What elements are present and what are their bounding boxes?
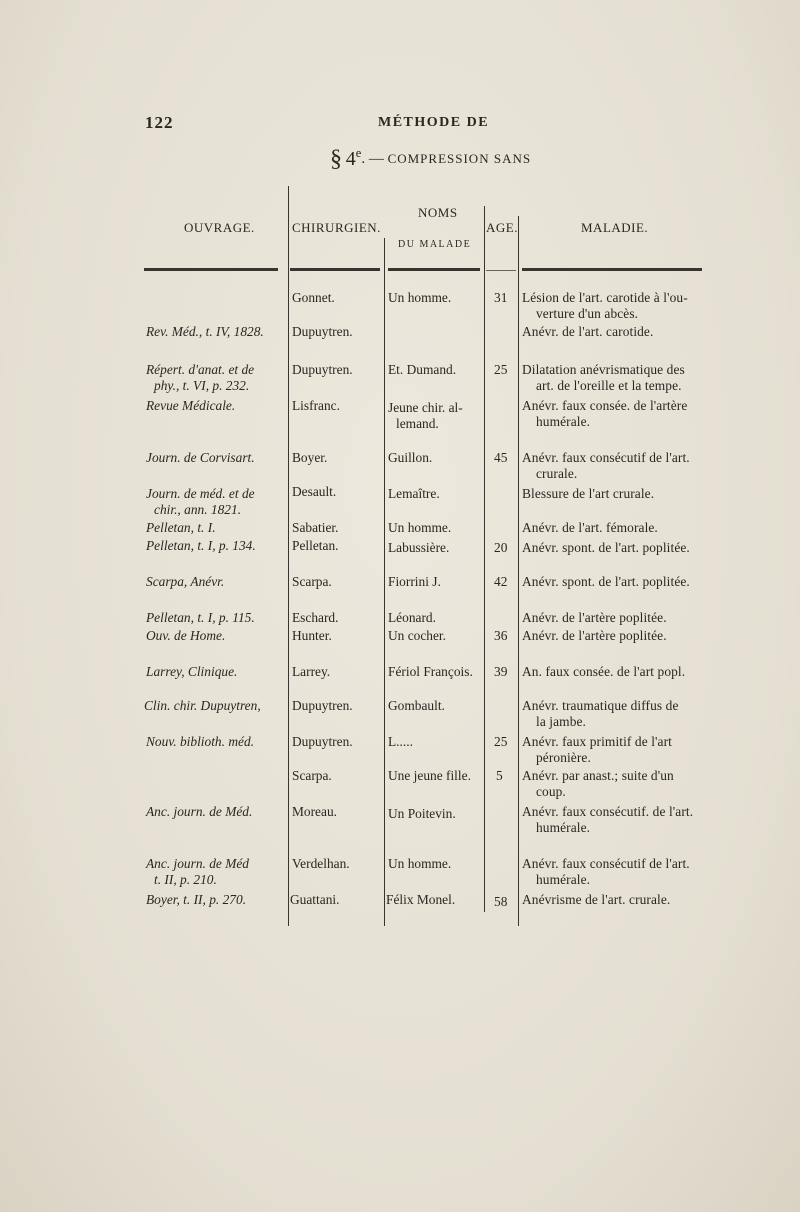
malady-cell: Blessure de l'art crurale. (522, 486, 655, 501)
surgeon-cell: Verdelhan. (292, 856, 350, 871)
age-cell: 31 (494, 290, 508, 305)
malady-line: humérale. (536, 414, 591, 429)
malady-cell: Anévrisme de l'art. crurale. (522, 892, 671, 907)
malady-cell (522, 734, 672, 766)
patient-cell: Une jeune fille. (388, 768, 471, 783)
source-line: phy., t. VI, p. 232. (154, 378, 250, 393)
age-cell: 5 (496, 768, 503, 783)
surgeon-cell: Guattani. (290, 892, 340, 907)
source-cell (146, 362, 254, 394)
source-line: t. II, p. 210. (154, 872, 217, 887)
malady-line: la jambe. (536, 714, 586, 729)
surgeon-cell: Desault. (292, 484, 337, 499)
surgeon-cell: Moreau. (292, 804, 337, 819)
source-cell: Pelletan, t. I, p. 115. (146, 610, 255, 625)
patient-cell: Un cocher. (388, 628, 447, 643)
age-cell: 36 (494, 628, 508, 643)
header-rule (522, 268, 702, 271)
surgeon-cell: Scarpa. (292, 768, 332, 783)
source-cell: Pelletan, t. I. (146, 520, 216, 535)
patient-cell: Léonard. (388, 610, 436, 625)
surgeon-cell: Dupuytren. (292, 362, 353, 377)
patient-cell: Fiorrini J. (388, 574, 441, 589)
age-cell: 42 (494, 574, 508, 589)
malady-line: humérale. (536, 820, 591, 835)
source-cell: Pelletan, t. I, p. 134. (146, 538, 256, 553)
malady-line: Anévr. par anast.; suite d'un (522, 768, 674, 783)
section-superscript: e (355, 146, 362, 160)
patient-cell: Gombault. (388, 698, 445, 713)
malady-line: crurale. (536, 466, 578, 481)
section-caption: COMPRESSION SANS (387, 151, 532, 166)
header-rule (144, 268, 278, 271)
source-line: Anc. journ. de Méd (146, 856, 250, 871)
malady-line: art. de l'oreille et la tempe. (536, 378, 682, 393)
patient-cell: Et. Dumand. (388, 362, 457, 377)
patient-line: Jeune chir. al- (388, 400, 463, 415)
patient-cell: Guillon. (388, 450, 433, 465)
source-cell (146, 486, 255, 518)
malady-line: Lésion de l'art. carotide à l'ou- (522, 290, 688, 305)
malady-line: Anévr. faux consécutif de l'art. (522, 450, 690, 465)
malady-line: Dilatation anévrismatique des (522, 362, 685, 377)
malady-cell (522, 698, 679, 730)
age-cell: 58 (494, 894, 508, 909)
source-cell (146, 856, 249, 888)
patient-cell: Un homme. (388, 520, 452, 535)
patient-cell: Fériol François. (388, 664, 473, 679)
header-rule (290, 268, 380, 271)
surgeon-cell: Gonnet. (292, 290, 335, 305)
malady-line: Anévr. faux consée. de l'artère (522, 398, 688, 413)
malady-line: coup. (536, 784, 566, 799)
malady-cell (522, 804, 693, 836)
source-cell: Nouv. biblioth. méd. (146, 734, 254, 749)
source-cell: Anc. journ. de Méd. (146, 804, 253, 819)
source-cell: Clin. chir. Dupuytren, (144, 698, 261, 713)
column-header-noms-sub: DU MALADE (398, 239, 472, 250)
surgeon-cell: Scarpa. (292, 574, 332, 589)
source-cell: Scarpa, Anévr. (146, 574, 225, 589)
malady-line: verture d'un abcès. (536, 306, 639, 321)
column-rule (384, 238, 385, 926)
malady-cell (522, 768, 674, 800)
source-cell: Larrey, Clinique. (146, 664, 238, 679)
source-line: chir., ann. 1821. (154, 502, 242, 517)
running-title: MÉTHODE DE (378, 115, 490, 130)
header-rule (486, 270, 516, 271)
surgeon-cell: Pelletan. (292, 538, 339, 553)
column-rule (484, 206, 485, 912)
malady-line: Anévr. faux consécutif de l'art. (522, 856, 690, 871)
header-rule (388, 268, 480, 271)
source-cell: Revue Médicale. (146, 398, 236, 413)
surgeon-cell: Eschard. (292, 610, 339, 625)
malady-cell: Anévr. de l'artère poplitée. (522, 610, 667, 625)
patient-cell: Félix Monel. (386, 892, 456, 907)
patient-cell: Un homme. (388, 290, 452, 305)
malady-cell (522, 450, 690, 482)
surgeon-cell: Dupuytren. (292, 734, 353, 749)
section-title (330, 146, 531, 173)
malady-cell (522, 290, 688, 322)
malady-cell: Anévr. de l'art. carotide. (522, 324, 654, 339)
source-line: Journ. de méd. et de (146, 486, 255, 501)
source-cell: Rev. Méd., t. IV, 1828. (146, 324, 264, 339)
surgeon-cell: Dupuytren. (292, 698, 353, 713)
surgeon-cell: Hunter. (292, 628, 332, 643)
patient-cell (388, 400, 463, 432)
malady-cell: Anévr. de l'art. fémorale. (522, 520, 658, 535)
malady-cell: An. faux consée. de l'art popl. (522, 664, 686, 679)
age-cell: 45 (494, 450, 508, 465)
page-number: 122 (145, 113, 174, 132)
malady-cell: Anévr. spont. de l'art. poplitée. (522, 540, 690, 555)
malady-line: humérale. (536, 872, 591, 887)
column-rule (518, 216, 519, 926)
malady-cell (522, 362, 685, 394)
column-header-age: AGE. (486, 220, 518, 235)
source-cell: Ouv. de Home. (146, 628, 226, 643)
age-cell: 20 (494, 540, 508, 555)
patient-cell: Un homme. (388, 856, 452, 871)
surgeon-cell: Lisfranc. (292, 398, 340, 413)
column-header-ouvrage: OUVRAGE. (184, 220, 255, 235)
source-line: Répert. d'anat. et de (146, 362, 255, 377)
source-cell: Boyer, t. II, p. 270. (146, 892, 247, 907)
column-rule (288, 186, 289, 926)
malady-line: péronière. (536, 750, 591, 765)
age-cell: 25 (494, 734, 508, 749)
patient-line: lemand. (396, 416, 439, 431)
malady-cell: Anévr. spont. de l'art. poplitée. (522, 574, 690, 589)
surgeon-cell: Boyer. (292, 450, 328, 465)
malady-line: Anévr. traumatique diffus de (522, 698, 679, 713)
source-cell: Journ. de Corvisart. (146, 450, 255, 465)
patient-cell: Un Poitevin. (388, 806, 456, 821)
age-cell: 39 (494, 664, 508, 679)
column-header-maladie: MALADIE. (581, 220, 649, 235)
patient-cell: Lemaître. (388, 486, 440, 501)
malady-line: Anévr. faux primitif de l'art (522, 734, 672, 749)
age-cell: 25 (494, 362, 508, 377)
malady-line: Anévr. faux consécutif. de l'art. (522, 804, 694, 819)
surgeon-cell: Dupuytren. (292, 324, 353, 339)
running-head (0, 113, 800, 137)
malady-cell (522, 856, 690, 888)
section-symbol: § (330, 146, 342, 172)
patient-cell: L..... (388, 734, 413, 749)
surgeon-cell: Sabatier. (292, 520, 339, 535)
surgeon-cell: Larrey. (292, 664, 331, 679)
malady-cell (522, 398, 687, 430)
section-number: 4 (345, 148, 356, 170)
malady-cell: Anévr. de l'artère poplitée. (522, 628, 667, 643)
section-dash: . — (361, 151, 384, 167)
patient-cell: Labussière. (388, 540, 450, 555)
column-header-noms: NOMS (418, 205, 458, 220)
column-header-chirurgien: CHIRURGIEN. (292, 220, 381, 235)
